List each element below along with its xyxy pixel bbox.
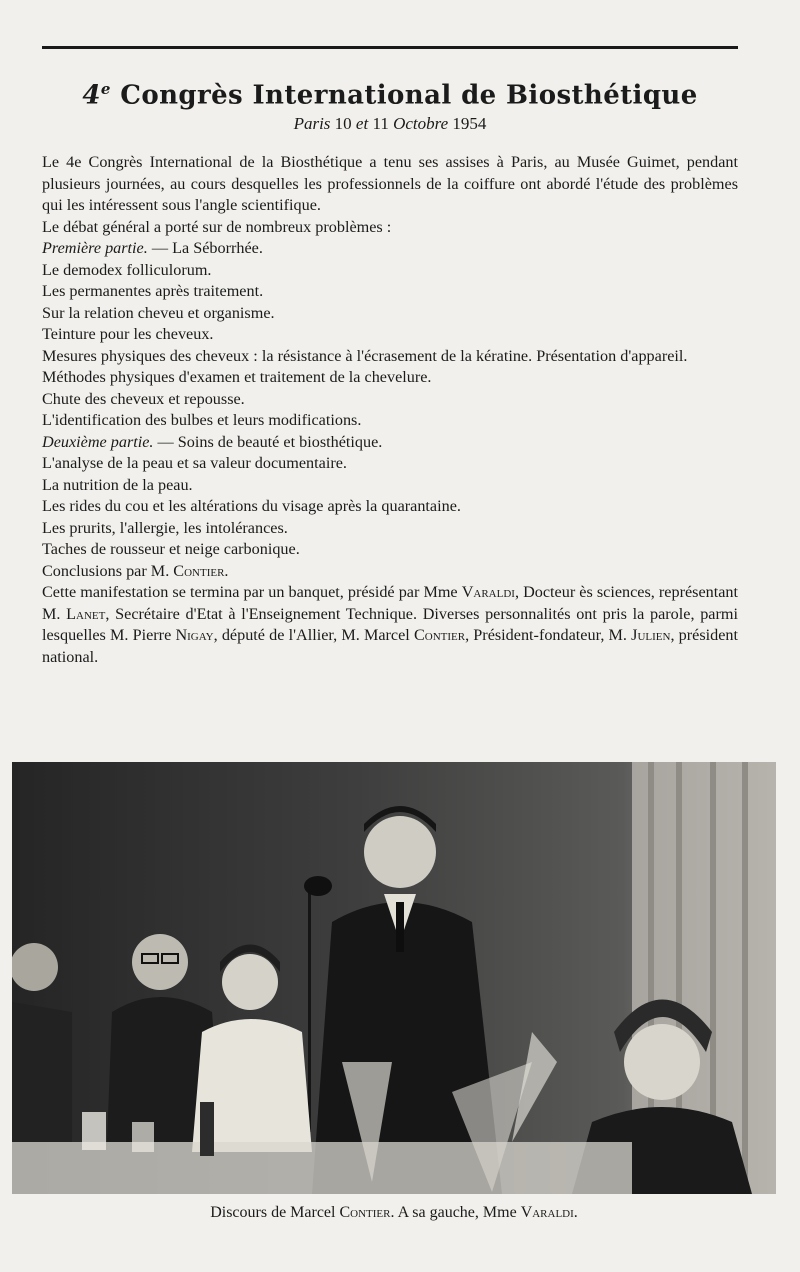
- list-item: Chute des cheveux et repousse.: [42, 389, 245, 408]
- closing-text-5: , Président-fondateur, M.: [465, 626, 632, 644]
- article-body: [42, 152, 738, 668]
- title-superscript: e: [100, 80, 111, 98]
- closing-text-1: Cette manifestation se termina par un banquet, présidé par Mme: [42, 583, 462, 601]
- name-nigay: Nigay: [175, 626, 214, 644]
- title-number: 4: [82, 80, 101, 111]
- part2-heading: [42, 432, 738, 454]
- part2-label: Deuxième partie.: [42, 432, 154, 451]
- name-varaldi: Varaldi: [461, 583, 515, 601]
- caption-name: Contier: [339, 1204, 391, 1221]
- list-item: Les rides du cou et les altérations du visage après la quarantaine.: [42, 497, 461, 515]
- subtitle-month: Octobre: [393, 114, 449, 133]
- photo-illustration: [12, 762, 776, 1194]
- title-text: Congrès International de Biosthétique: [120, 80, 698, 111]
- top-rule: [42, 46, 738, 49]
- subtitle-day1: 10: [334, 114, 352, 133]
- page-subtitle: [42, 114, 738, 134]
- caption-prefix: Discours de Marcel: [210, 1204, 340, 1221]
- subtitle-year: 1954: [452, 114, 487, 133]
- list-item: Méthodes physiques d'examen et traitement de la chevelure.: [42, 368, 432, 386]
- list-item: Sur la relation cheveu et organisme.: [42, 303, 275, 322]
- subtitle-et: et: [355, 114, 369, 133]
- part1-label: Première partie.: [42, 239, 148, 257]
- closing-text-3: , Secrétaire d'Etat à l'Enseignement Technique. Diverses personnalités ont pris la parole, parmi lesquelles M. Pierre: [42, 604, 738, 644]
- caption-middle: . A sa gauche, Mme: [390, 1204, 521, 1221]
- closing-text-4: , député de l'Allier, M. Marcel: [213, 626, 414, 644]
- part2-topic: — Soins de beauté et biosthétique.: [153, 432, 383, 451]
- list-item: Le demodex folliculorum.: [42, 260, 212, 279]
- photo-caption: [12, 1204, 776, 1222]
- conclusions-prefix: Conclusions par M.: [42, 561, 174, 580]
- intro-paragraph: Le 4e Congrès International de la Biosthétique a tenu ses assises à Paris, au Musée Guimet, pendant plusieurs journées, au cours desquelles les professionnels de la coiffure ont abordé l'étude des problèmes qui les intéressent sous l'angle scientifique.: [42, 153, 738, 214]
- subtitle-place: Paris: [293, 114, 331, 133]
- caption-name2: Varaldi: [520, 1204, 574, 1221]
- list-item: Les prurits, l'allergie, les intolérances.: [42, 518, 288, 537]
- list-item: Mesures physiques des cheveux : la résistance à l'écrasement de la kératine. Présentation d'appareil.: [42, 346, 688, 365]
- list-item: Les permanentes après traitement.: [42, 282, 264, 300]
- debate-paragraph: Le débat général a porté sur de nombreux problèmes :: [42, 217, 392, 236]
- part1-topic: — La Séborrhée.: [147, 239, 263, 257]
- conclusions-name: Contier: [173, 561, 225, 580]
- conclusions-line: [42, 561, 738, 583]
- list-item: L'analyse de la peau et sa valeur documentaire.: [42, 454, 347, 472]
- list-item: Teinture pour les cheveux.: [42, 325, 214, 343]
- closing-text-2: , Docteur ès sciences, représentant M.: [42, 583, 738, 623]
- name-lanet: Lanet: [66, 604, 106, 623]
- list-item: Taches de rousseur et neige carbonique.: [42, 540, 300, 558]
- list-item: La nutrition de la peau.: [42, 475, 193, 494]
- part1-heading: [42, 238, 738, 260]
- banquet-photo: [12, 762, 776, 1194]
- closing-text-6: , président national.: [42, 626, 739, 666]
- list-item: L'identification des bulbes et leurs modifications.: [42, 411, 362, 429]
- conclusions-suffix: .: [224, 561, 229, 580]
- caption-suffix: .: [573, 1204, 578, 1221]
- closing-paragraph: [42, 582, 738, 668]
- name-julien: Julien: [631, 626, 671, 644]
- subtitle-day2: 11: [372, 114, 389, 133]
- page-title: [42, 80, 738, 111]
- name-contier: Contier: [413, 626, 466, 644]
